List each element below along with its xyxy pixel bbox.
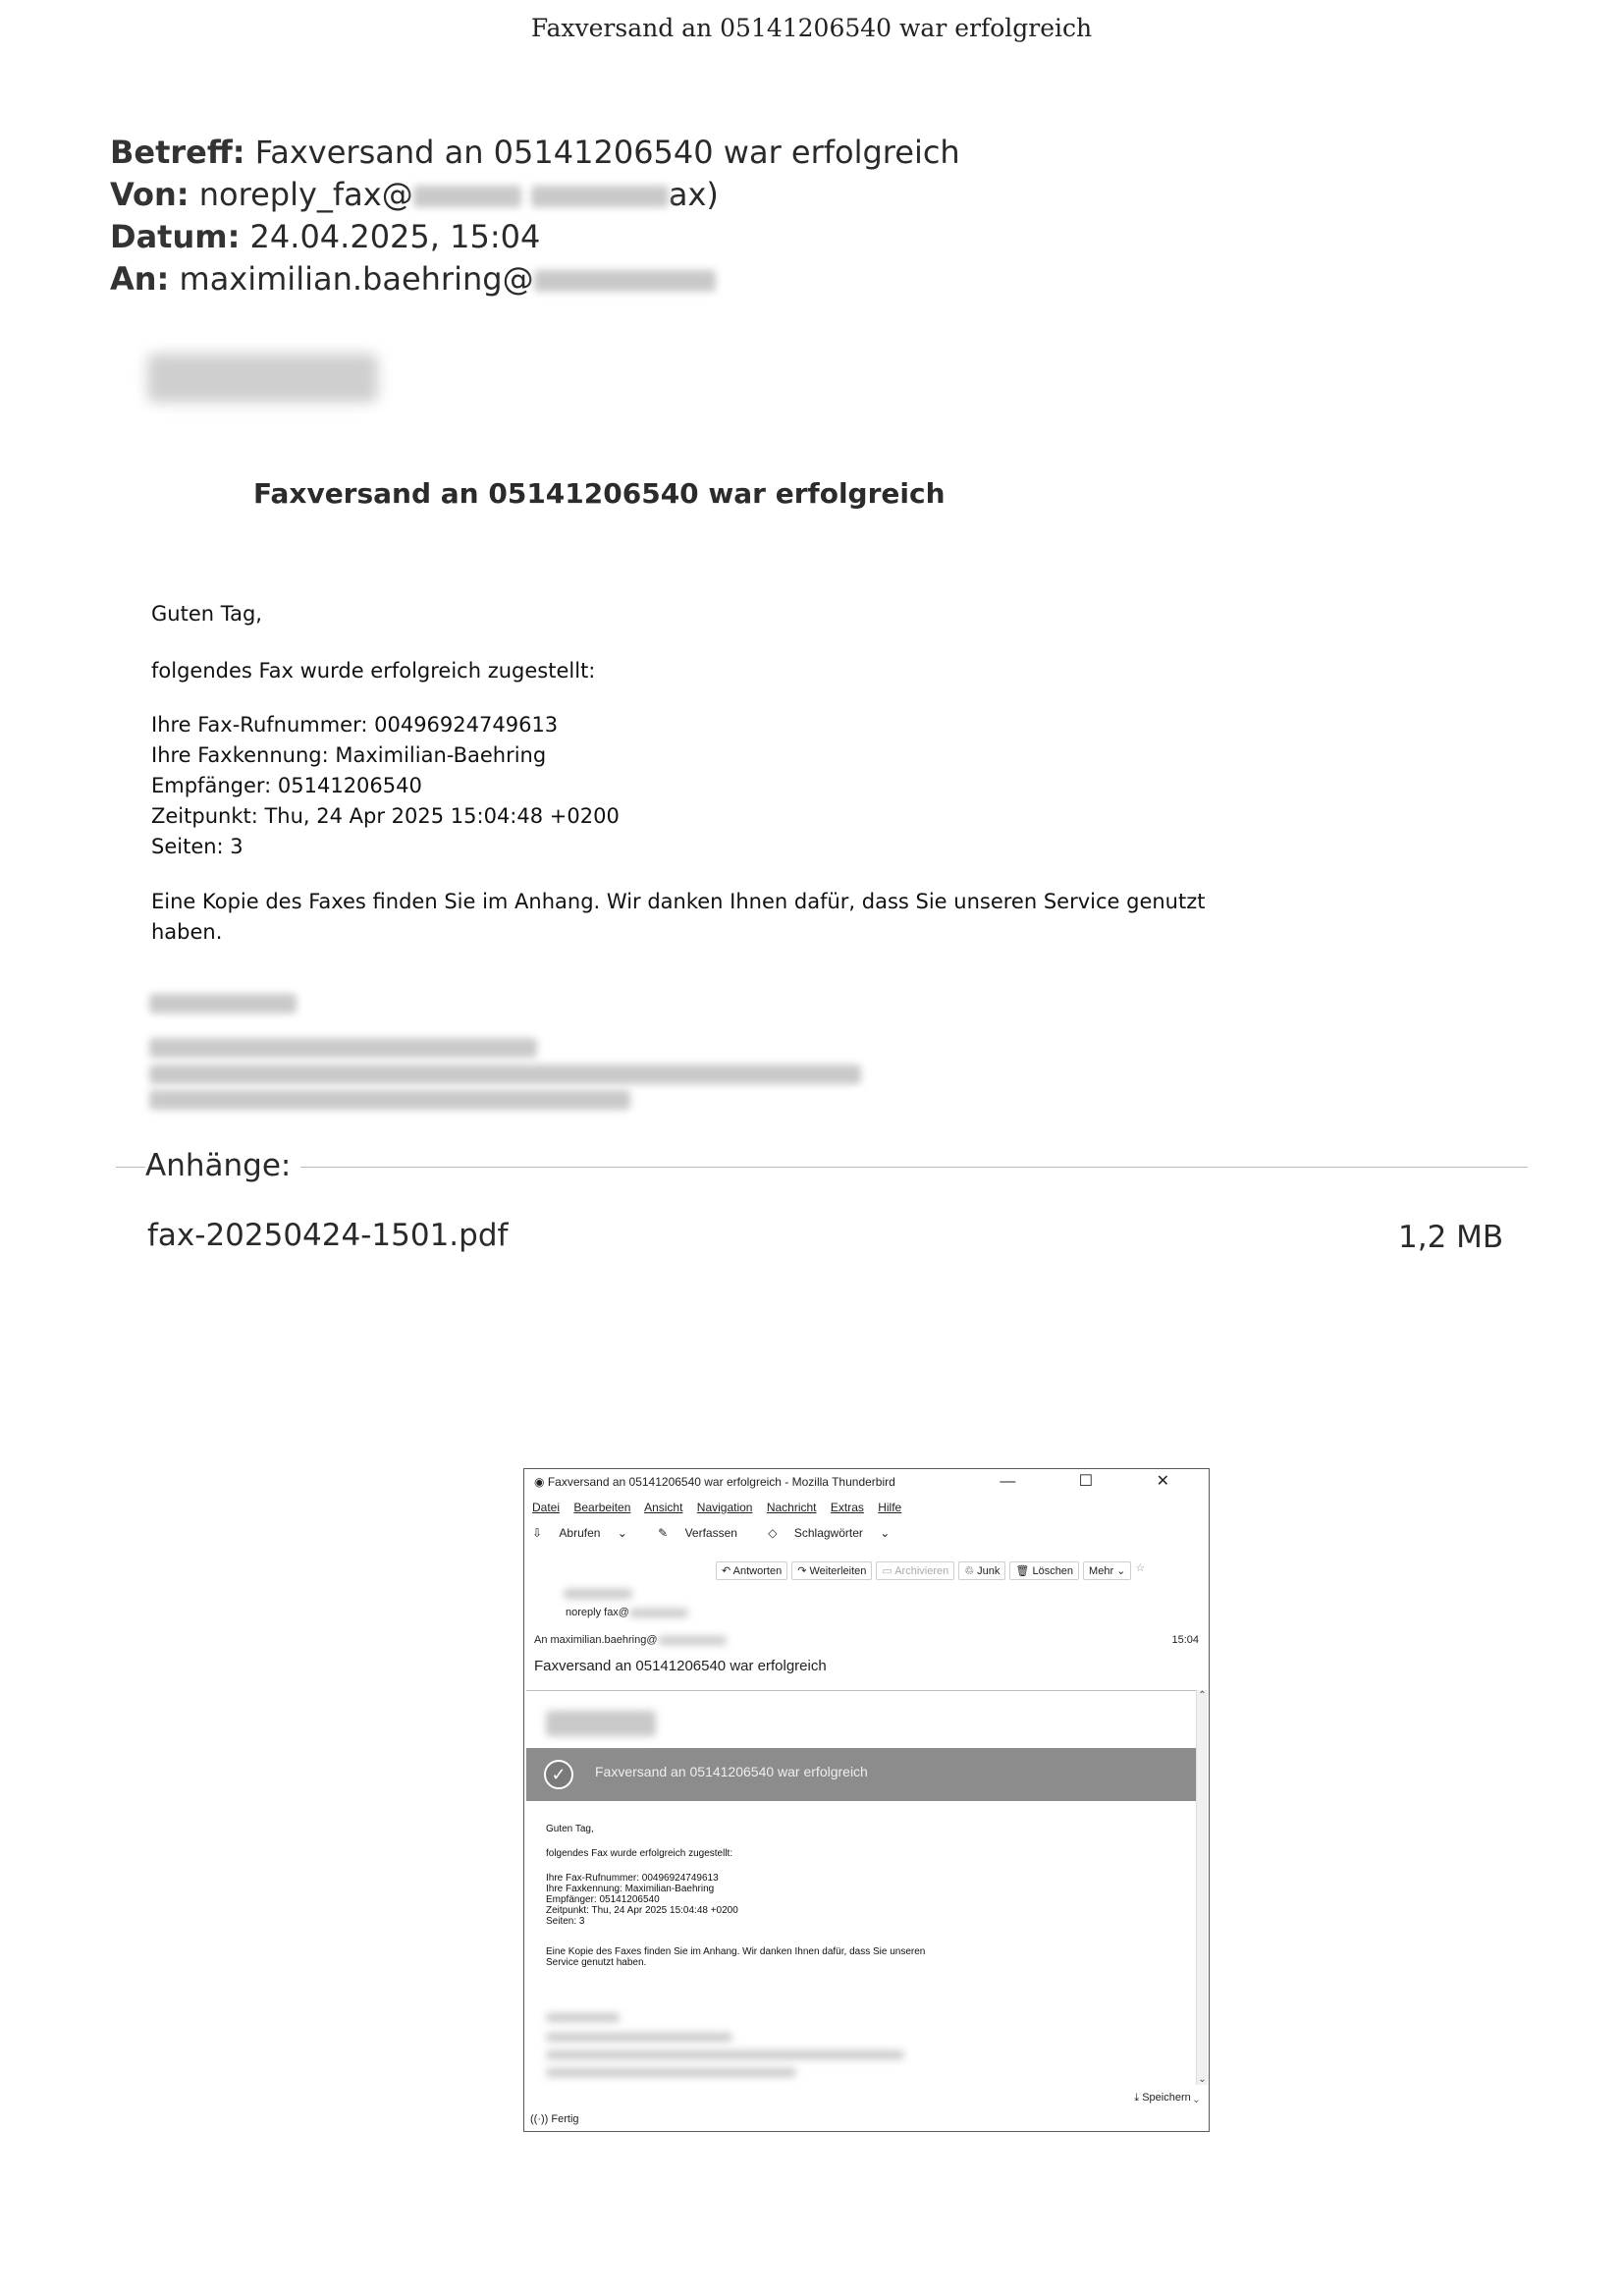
chevron-down-icon: ⌄ (1116, 1565, 1126, 1577)
redacted-signature-line (149, 1038, 537, 1058)
recipient-address: An maximilian.baehring@ (534, 1634, 658, 1646)
scroll-up-icon[interactable]: ⌃ (1198, 1690, 1207, 1701)
compose-label: Verfassen (684, 1526, 737, 1540)
redacted-sender-domain (629, 1609, 688, 1617)
more-button[interactable] (1083, 1561, 1131, 1580)
body-closing (546, 1946, 925, 1968)
body-detail: Zeitpunkt: Thu, 24 Apr 2025 15:04:48 +0200 (546, 1905, 738, 1916)
online-icon: ((·)) (530, 2113, 549, 2125)
body-detail: Ihre Fax-Rufnummer: 00496924749613 (546, 1873, 719, 1884)
check-icon: ✓ (544, 1760, 573, 1789)
body-greeting: Guten Tag, (546, 1824, 594, 1834)
banner-text: Faxversand an 05141206540 war erfolgreich (595, 1764, 868, 1779)
body-closing-line-1: Eine Kopie des Faxes finden Sie im Anhang. Wir danken Ihnen dafür, dass Sie unseren (546, 1946, 926, 1957)
get-mail-label: Abrufen (559, 1526, 601, 1540)
subject-value: Faxversand an 05141206540 war erfolgreich (254, 134, 960, 171)
message-toolbar (716, 1561, 1145, 1580)
to-value: maximilian.baehring@ (179, 260, 534, 298)
from-label: Von: (110, 176, 189, 213)
closing-line-1: Eine Kopie des Faxes finden Sie im Anhang. Wir danken Ihnen dafür, dass Sie unseren Service genutzt (151, 890, 1206, 913)
reply-label: Antworten (732, 1565, 783, 1577)
subject-row (110, 132, 960, 174)
date-value: 24.04.2025, 15:04 (249, 218, 541, 255)
redacted-logo (546, 1711, 656, 1736)
get-mail-button[interactable] (532, 1526, 641, 1540)
thunderbird-icon: ◉ (534, 1475, 548, 1489)
body-detail: Ihre Faxkennung: Maximilian-Baehring (546, 1884, 715, 1894)
subject-label: Betreff: (110, 134, 245, 171)
window-title-text: Faxversand an 05141206540 war erfolgreich - Mozilla Thunderbird (547, 1475, 895, 1489)
junk-label: Junk (977, 1565, 1001, 1577)
body-details (546, 1873, 738, 1927)
archive-label: Archivieren (894, 1565, 949, 1577)
redacted-signature-line (546, 2068, 796, 2077)
pencil-icon: ✎ (658, 1526, 672, 1540)
greeting: Guten Tag, (151, 602, 262, 626)
download-icon: ⇩ (532, 1526, 546, 1540)
message-subject: Faxversand an 05141206540 war erfolgreich (534, 1658, 827, 1674)
success-banner (526, 1748, 1196, 1801)
message-time: 15:04 (1171, 1634, 1199, 1646)
menu-hilfe[interactable]: Hilfe (878, 1501, 902, 1514)
from-value: noreply_fax@ (198, 176, 413, 213)
attachments-label: Anhänge: (145, 1148, 300, 1183)
star-icon[interactable]: ☆ (1135, 1562, 1146, 1574)
attachments-divider (116, 1167, 1528, 1168)
junk-button[interactable] (958, 1561, 1005, 1580)
detail-pages: Seiten: 3 (151, 835, 243, 858)
attachment-file-size: 1,2 MB (1398, 1220, 1504, 1255)
scroll-down-icon[interactable]: ⌄ (1198, 2074, 1207, 2085)
body-closing-line-2: Service genutzt haben. (546, 1957, 647, 1968)
chevron-down-icon: ⌄ (1193, 2092, 1199, 2104)
message-pane (526, 1690, 1196, 2085)
menu-bearbeiten[interactable]: Bearbeiten (573, 1501, 631, 1514)
tags-button[interactable] (768, 1526, 903, 1540)
forward-button[interactable] (791, 1561, 872, 1580)
archive-button[interactable] (876, 1561, 954, 1580)
window-controls[interactable]: — ☐ ✕ (1000, 1473, 1199, 1490)
redacted-signature-line (149, 1090, 630, 1110)
download-icon: ⤓ (1134, 2092, 1143, 2104)
menu-ansicht[interactable]: Ansicht (644, 1501, 683, 1514)
save-label: Speichern (1142, 2092, 1191, 2104)
detail-fax-number: Ihre Fax-Rufnummer: 00496924749613 (151, 713, 559, 737)
delete-button[interactable] (1009, 1561, 1079, 1580)
junk-icon: ♲ (964, 1565, 978, 1577)
closing-text (151, 887, 1205, 948)
to-row (110, 258, 960, 301)
menu-datei[interactable]: Datei (532, 1501, 561, 1514)
main-toolbar (532, 1526, 917, 1540)
menu-extras[interactable]: Extras (830, 1501, 864, 1514)
forward-icon: ↷ (797, 1565, 810, 1577)
status-bar (530, 2113, 579, 2125)
tag-icon: ◇ (768, 1526, 781, 1540)
redacted-recipient-domain (658, 1636, 727, 1645)
menu-bar (532, 1501, 912, 1514)
redacted-sender-name (564, 1589, 632, 1599)
email-headers (110, 132, 960, 301)
body-detail: Empfänger: 05141206540 (546, 1894, 660, 1905)
reply-icon: ↶ (722, 1565, 733, 1577)
detail-recipient: Empfänger: 05141206540 (151, 774, 422, 797)
recipient (534, 1634, 727, 1646)
menu-nachricht[interactable]: Nachricht (766, 1501, 817, 1514)
from-row (110, 174, 960, 216)
chevron-down-icon: ⌄ (880, 1526, 891, 1540)
forward-label: Weiterleiten (809, 1565, 867, 1577)
thunderbird-window (523, 1468, 1210, 2132)
compose-button[interactable] (658, 1526, 751, 1540)
redacted-signature-line (546, 2050, 904, 2059)
reply-button[interactable] (716, 1561, 787, 1580)
intro-text: folgendes Fax wurde erfolgreich zugestellt: (151, 659, 596, 683)
chevron-down-icon: ⌄ (617, 1526, 627, 1540)
menu-navigation[interactable]: Navigation (696, 1501, 753, 1514)
archive-icon: ▭ (882, 1565, 895, 1577)
trash-icon: 🗑 (1015, 1565, 1033, 1577)
redacted-signature-line (546, 2033, 732, 2042)
from-tail: ax) (668, 176, 719, 213)
sender-address: noreply fax@ (566, 1607, 629, 1618)
redacted-signature-line (149, 994, 297, 1013)
redacted-signature-line (546, 2013, 620, 2022)
redacted-from-domain (413, 186, 521, 207)
body-intro: folgendes Fax wurde erfolgreich zugestellt: (546, 1848, 733, 1859)
date-label: Datum: (110, 218, 241, 255)
detail-timestamp: Zeitpunkt: Thu, 24 Apr 2025 15:04:48 +0200 (151, 804, 620, 828)
closing-line-2: haben. (151, 920, 223, 944)
attachment-file-name[interactable]: fax-20250424-1501.pdf (147, 1218, 509, 1253)
status-text: Fertig (551, 2113, 579, 2125)
more-label: Mehr (1089, 1565, 1114, 1577)
redacted-to-domain (534, 270, 716, 292)
date-row (110, 216, 960, 258)
body-detail: Seiten: 3 (546, 1916, 585, 1927)
mail-title: Faxversand an 05141206540 war erfolgreich (253, 477, 946, 510)
delete-label: Löschen (1032, 1565, 1074, 1577)
save-attachment-button[interactable] (1134, 2092, 1199, 2105)
tags-label: Schlagwörter (793, 1526, 863, 1540)
page-header: Faxversand an 05141206540 war erfolgreich (530, 14, 1093, 42)
detail-fax-id: Ihre Faxkennung: Maximilian-Baehring (151, 743, 547, 767)
to-label: An: (110, 260, 170, 298)
redacted-from-name (531, 186, 669, 207)
message-scrollbar[interactable] (1196, 1690, 1208, 2085)
window-title (534, 1475, 895, 1489)
sender[interactable] (566, 1607, 688, 1618)
redacted-signature-line (149, 1065, 861, 1084)
redacted-logo (147, 354, 378, 403)
fax-details (151, 710, 620, 862)
